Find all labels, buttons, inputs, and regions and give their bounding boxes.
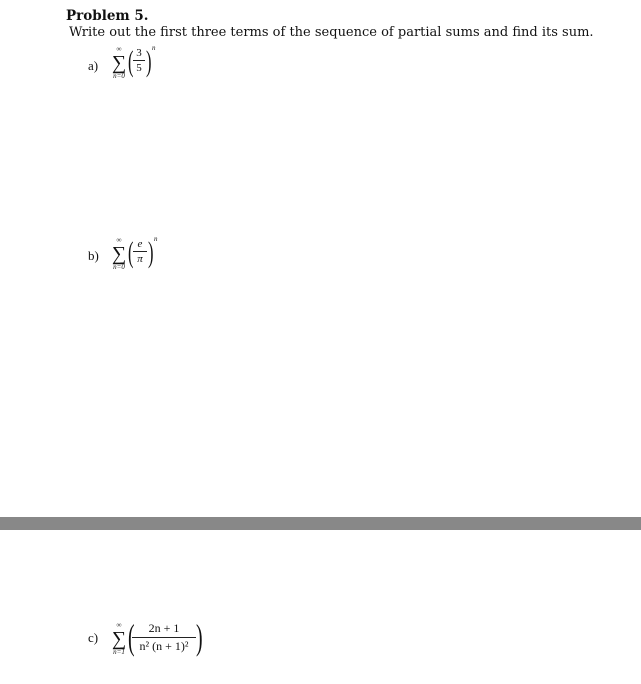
fraction-bar bbox=[133, 251, 147, 252]
part-a-label: a) bbox=[88, 58, 99, 73]
sigma-icon: ∑ bbox=[111, 52, 127, 74]
part-a-numerator: 3 bbox=[136, 47, 142, 59]
problem-instruction: Write out the first three terms of the sequence of partial sums and find its sum. bbox=[69, 25, 594, 40]
part-b-denominator: π bbox=[137, 253, 143, 265]
sigma-icon: ∑ bbox=[111, 243, 127, 265]
left-paren-icon: ( bbox=[128, 45, 134, 78]
part-a-exponent: n bbox=[152, 44, 156, 52]
part-c-label: c) bbox=[88, 630, 99, 645]
right-paren-icon: ) bbox=[196, 617, 203, 657]
part-a-sum-symbol bbox=[110, 46, 128, 80]
part-b-label: b) bbox=[88, 248, 99, 263]
part-b-sum-symbol bbox=[110, 237, 128, 271]
left-paren-icon: ( bbox=[128, 617, 135, 657]
part-b-lower-limit: n=0 bbox=[113, 263, 125, 271]
part-c-sum-symbol bbox=[110, 622, 128, 656]
part-c-lower-limit: n=1 bbox=[113, 648, 125, 656]
fraction-bar bbox=[132, 637, 196, 638]
part-a-fraction bbox=[133, 47, 145, 74]
part-b-fraction bbox=[133, 238, 147, 265]
left-paren-icon: ( bbox=[128, 236, 134, 269]
right-paren-icon: ) bbox=[146, 45, 152, 78]
part-c-upper-limit: ∞ bbox=[116, 621, 122, 629]
part-c-numerator: 2n + 1 bbox=[148, 621, 180, 635]
part-a-upper-limit: ∞ bbox=[116, 45, 122, 53]
fraction-bar bbox=[133, 60, 145, 61]
part-b-numerator: e bbox=[137, 238, 143, 250]
right-paren-icon: ) bbox=[148, 236, 154, 269]
part-a-lower-limit: n=0 bbox=[113, 72, 125, 80]
part-a-denominator: 5 bbox=[136, 62, 142, 74]
part-b-upper-limit: ∞ bbox=[116, 236, 122, 244]
sigma-icon: ∑ bbox=[111, 628, 127, 650]
part-c-denominator: n² (n + 1)² bbox=[139, 639, 189, 653]
problem-title: Problem 5. bbox=[66, 8, 149, 24]
part-c-fraction bbox=[132, 621, 196, 654]
part-b-exponent: n bbox=[154, 235, 158, 243]
page-divider bbox=[0, 517, 641, 530]
